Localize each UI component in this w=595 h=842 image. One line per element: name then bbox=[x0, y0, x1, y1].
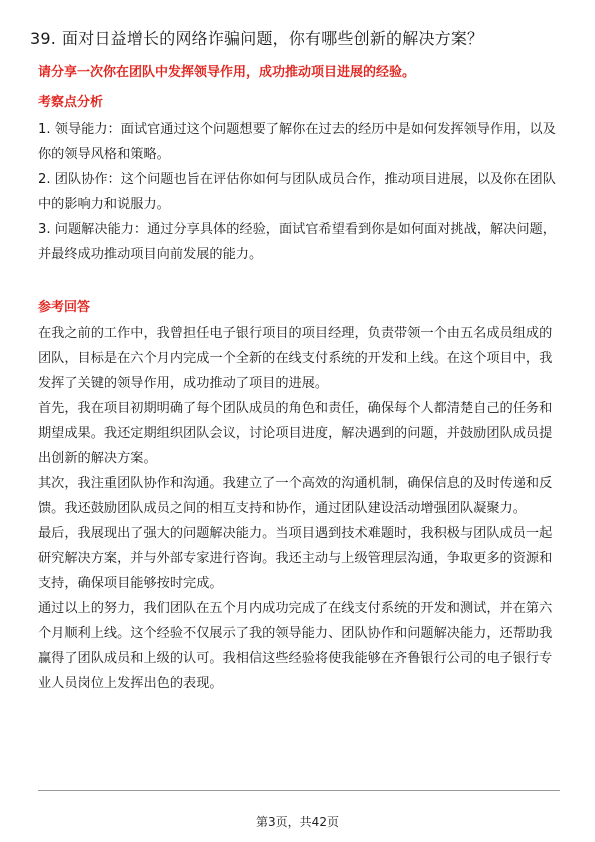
analysis-item: 2. 团队协作：这个问题也旨在评估你如何与团队成员合作，推动项目进展，以及你在团队中的影响力和说服力。 bbox=[38, 172, 556, 212]
analysis-list bbox=[38, 117, 560, 267]
analysis-item: 3. 问题解决能力：通过分享具体的经验，面试官希望看到你是如何面对挑战，解决问题，并最终成功推动项目向前发展的能力。 bbox=[38, 222, 556, 262]
question-number: 39. bbox=[30, 29, 57, 48]
analysis-heading: 考察点分析 bbox=[38, 95, 104, 110]
answer-paragraph: 首先，我在项目初期明确了每个团队成员的角色和责任，确保每个人都清楚自己的任务和期望成果。我还定期组织团队会议，讨论项目进度，解决遇到的问题，并鼓励团队成员提出创新的解决方案。 bbox=[38, 401, 553, 466]
answer-paragraph: 最后，我展现出了强大的问题解决能力。当项目遇到技术难题时，我积极与团队成员一起研究解决方案，并与外部专家进行咨询。我还主动与上级管理层沟通，争取更多的资源和支持，确保项目能够按时完成。 bbox=[38, 526, 553, 591]
answer-paragraph: 其次，我注重团队协作和沟通。我建立了一个高效的沟通机制，确保信息的及时传递和反馈。我还鼓励团队成员之间的相互支持和协作，通过团队建设活动增强团队凝聚力。 bbox=[38, 476, 553, 516]
question-text: 面对日益增长的网络诈骗问题，你有哪些创新的解决方案？ bbox=[62, 29, 484, 48]
answer-paragraph: 在我之前的工作中，我曾担任电子银行项目的项目经理，负责带领一个由五名成员组成的团队，目标是在六个月内完成一个全新的在线支付系统的开发和上线。在这个项目中，我发挥了关键的领导作用，成功推动了项目的进展。 bbox=[38, 326, 553, 391]
analysis-item: 1. 领导能力：面试官通过这个问题想要了解你在过去的经历中是如何发挥领导作用，以及你的领导风格和策略。 bbox=[38, 122, 556, 162]
answer-heading: 参考回答 bbox=[38, 300, 91, 315]
interview-prompt: 请分享一次你在团队中发挥领导作用，成功推动项目进展的经验。 bbox=[38, 65, 416, 80]
answer-body bbox=[38, 321, 560, 696]
answer-paragraph: 通过以上的努力，我们团队在五个月内成功完成了在线支付系统的开发和测试，并在第六个月顺利上线。这个经验不仅展示了我的领导能力、团队协作和问题解决能力，还帮助我赢得了团队成员和上级的认可。我相信这些经验将使我能够在齐鲁银行公司的电子银行专业人员岗位上发挥出色的表现。 bbox=[38, 601, 553, 691]
question-title bbox=[30, 28, 575, 50]
page-number: 第3页，共42页 bbox=[256, 815, 339, 829]
footer-divider bbox=[38, 790, 560, 791]
